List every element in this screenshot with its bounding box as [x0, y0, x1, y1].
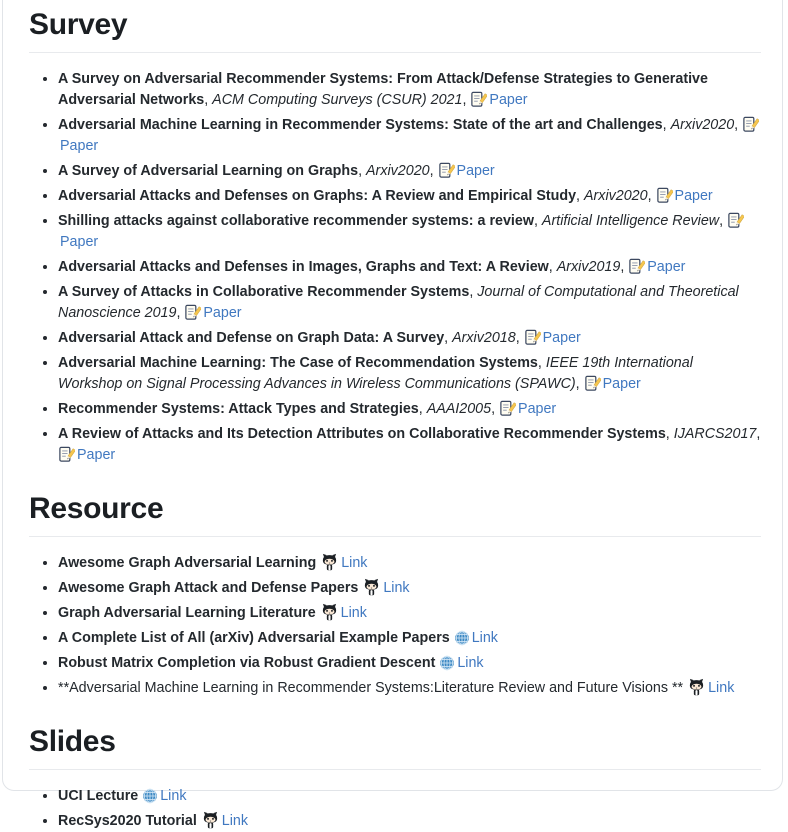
item-venue: Arxiv2019: [556, 259, 621, 275]
link-label: Link: [341, 555, 368, 571]
list-item: [58, 257, 761, 278]
item-title: ,: [204, 92, 213, 108]
paper-link[interactable]: [524, 330, 581, 346]
globe-icon: [142, 788, 158, 804]
list-item: [58, 653, 761, 674]
list-item: [58, 553, 761, 574]
item-title: Adversarial Machine Learning: The Case of Recommendation Systems: [58, 355, 538, 371]
globe-icon: [454, 630, 470, 646]
item-venue: Arxiv2018: [452, 330, 516, 346]
external-link[interactable]: [320, 605, 367, 621]
item-title: A Survey of Adversarial Learning on Graphs: [58, 163, 359, 179]
memo-icon: [584, 375, 601, 392]
item-venue: IJARCS2017: [673, 426, 757, 442]
item-title: ,: [418, 401, 427, 417]
list-item: [58, 628, 761, 649]
item-title: ,: [662, 117, 671, 133]
paper-link[interactable]: [628, 259, 685, 275]
memo-icon: [470, 91, 487, 108]
item-venue: AAAI2005: [426, 401, 492, 417]
octocat-icon: [362, 578, 381, 596]
item-title: ,: [176, 305, 185, 321]
item-title: Graph Adversarial Learning Literature: [58, 605, 316, 621]
octocat-icon: [201, 811, 220, 829]
memo-icon: [499, 400, 516, 417]
list-item: [58, 578, 761, 599]
memo-icon: [184, 304, 201, 321]
link-label: Paper: [518, 401, 557, 417]
link-label: Paper: [602, 376, 641, 392]
memo-icon: [628, 258, 645, 275]
item-title: Adversarial Attacks and Defenses in Images, Graphs and Text: A Review: [58, 259, 549, 275]
item-title: ,: [533, 213, 542, 229]
item-venue: Arxiv2020: [366, 163, 430, 179]
item-title: Awesome Graph Adversarial Learning: [58, 555, 317, 571]
survey-heading: Survey: [29, 7, 761, 53]
external-link[interactable]: [687, 680, 734, 696]
item-title: ,: [734, 117, 743, 133]
item-title: RecSys2020 Tutorial: [58, 813, 197, 829]
item-title: ,: [756, 426, 761, 442]
item-title: ,: [548, 259, 557, 275]
item-title: Adversarial Machine Learning in Recommender Systems: State of the art and Challenges: [58, 117, 663, 133]
item-title: Adversarial Attacks and Defenses on Graphs: A Review and Empirical Study: [58, 188, 577, 204]
item-title: ,: [358, 163, 367, 179]
list-item: [58, 328, 761, 349]
resource-heading: Resource: [29, 491, 761, 537]
item-title: ,: [647, 188, 656, 204]
external-link[interactable]: [142, 788, 186, 804]
slides-heading: Slides: [29, 724, 761, 770]
link-label: Link: [340, 605, 367, 621]
resource-list: [29, 553, 761, 699]
item-title: UCI Lecture: [58, 788, 139, 804]
item-venue: ACM Computing Surveys (CSUR) 2021: [212, 92, 463, 108]
external-link[interactable]: [201, 813, 248, 829]
link-label: Paper: [77, 447, 116, 463]
external-link[interactable]: [320, 555, 367, 571]
paper-link[interactable]: [438, 163, 495, 179]
paper-link[interactable]: [499, 401, 556, 417]
list-item: [58, 811, 761, 832]
item-venue: Journal of Computational and Theoretical Nanoscience 2019: [58, 284, 739, 321]
item-title: ,: [537, 355, 546, 371]
paper-link[interactable]: [470, 92, 527, 108]
item-title: Shilling attacks against collaborative recommender systems: a review: [58, 213, 534, 229]
item-title: **Adversarial Machine Learning in Recommender Systems:Literature Review and Future Visions **: [58, 680, 688, 696]
link-label: Link: [457, 655, 484, 671]
item-title: ,: [575, 376, 584, 392]
memo-icon: [58, 446, 75, 463]
item-title: ,: [444, 330, 453, 346]
item-venue: IEEE 19th International Workshop on Signal Processing Advances in Wireless Communications (SPAWC): [58, 355, 693, 392]
link-label: Link: [160, 788, 187, 804]
memo-icon: [742, 116, 759, 133]
item-title: ,: [469, 284, 478, 300]
item-title: ,: [462, 92, 471, 108]
link-label: Link: [471, 630, 498, 646]
survey-list: [29, 69, 761, 466]
item-title: A Review of Attacks and Its Detection Attributes on Collaborative Recommender Systems: [58, 426, 666, 442]
link-label: Link: [708, 680, 735, 696]
list-item: [58, 399, 761, 420]
link-label: Paper: [647, 259, 686, 275]
octocat-icon: [320, 603, 339, 621]
list-item: [58, 353, 761, 395]
item-title: ,: [665, 426, 674, 442]
paper-link[interactable]: [58, 447, 115, 463]
link-label: Paper: [674, 188, 713, 204]
item-venue: Artificial Intelligence Review: [541, 213, 720, 229]
list-item: [58, 678, 761, 699]
list-item: [58, 424, 761, 466]
memo-icon: [524, 329, 541, 346]
list-item: [58, 69, 761, 111]
link-label: Paper: [60, 138, 99, 154]
paper-link[interactable]: [184, 305, 241, 321]
link-label: Link: [383, 580, 410, 596]
item-title: ,: [620, 259, 629, 275]
octocat-icon: [320, 553, 339, 571]
item-title: ,: [429, 163, 438, 179]
link-label: Paper: [542, 330, 581, 346]
list-item: [58, 161, 761, 182]
item-title: A Complete List of All (arXiv) Adversarial Example Papers: [58, 630, 450, 646]
link-label: Paper: [60, 234, 99, 250]
item-title: Awesome Graph Attack and Defense Papers: [58, 580, 359, 596]
list-item: [58, 211, 761, 253]
memo-icon: [438, 162, 455, 179]
slides-list: [29, 786, 761, 832]
item-venue: Arxiv2020: [670, 117, 735, 133]
external-link[interactable]: [362, 580, 409, 596]
item-title: ,: [491, 401, 500, 417]
list-item: [58, 186, 761, 207]
item-title: Robust Matrix Completion via Robust Gradient Descent: [58, 655, 436, 671]
section-slides: [29, 724, 761, 832]
item-title: A Survey of Attacks in Collaborative Recommender Systems: [58, 284, 470, 300]
link-label: Paper: [203, 305, 242, 321]
octocat-icon: [687, 678, 706, 696]
item-title: ,: [719, 213, 728, 229]
list-item: [58, 115, 761, 157]
memo-icon: [656, 187, 673, 204]
item-title: Adversarial Attack and Defense on Graph Data: A Survey: [58, 330, 445, 346]
memo-icon: [727, 212, 744, 229]
item-venue: Arxiv2020: [584, 188, 648, 204]
paper-link[interactable]: [584, 376, 641, 392]
external-link[interactable]: [439, 655, 483, 671]
list-item: [58, 786, 761, 807]
list-item: [58, 282, 761, 324]
link-label: Paper: [456, 163, 495, 179]
paper-link[interactable]: [656, 188, 713, 204]
item-title: ,: [515, 330, 524, 346]
globe-icon: [439, 655, 455, 671]
link-label: Link: [221, 813, 249, 829]
link-label: Paper: [489, 92, 528, 108]
external-link[interactable]: [454, 630, 498, 646]
readme-container: [2, 0, 783, 829]
section-resource: [29, 491, 761, 699]
item-title: Recommender Systems: Attack Types and Strategies: [58, 401, 419, 417]
section-survey: [29, 7, 761, 466]
item-title: A Survey on Adversarial Recommender Systems: From Attack/Defense Strategies to Generative Adversarial Networks: [58, 71, 708, 108]
list-item: [58, 603, 761, 624]
item-title: ,: [576, 188, 584, 204]
